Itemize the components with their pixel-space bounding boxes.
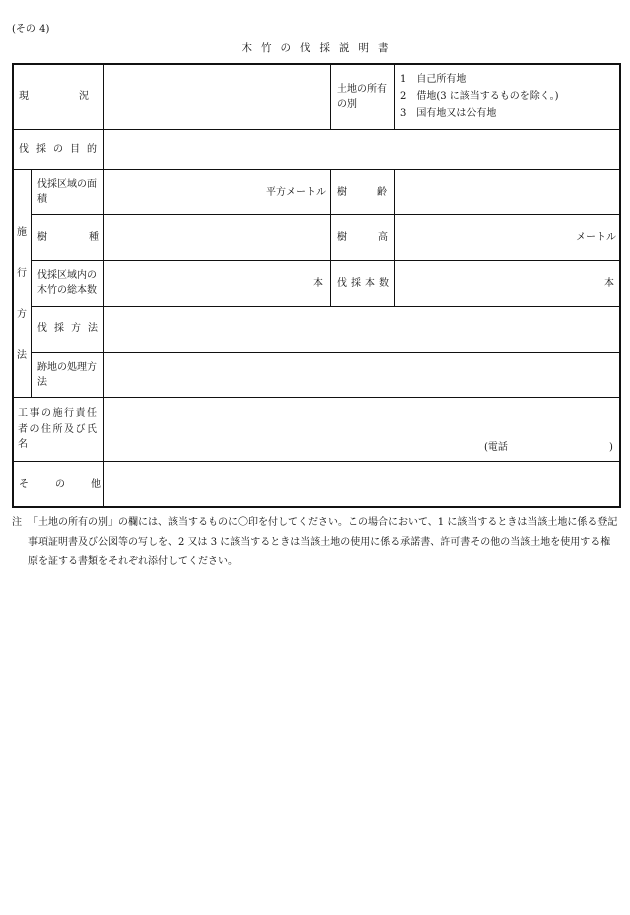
current-status-text: 現況 xyxy=(19,91,139,102)
footnote-lead: 注 xyxy=(12,517,22,528)
area-unit: 平方メートル xyxy=(266,187,326,198)
height-label: 樹高 xyxy=(337,232,419,243)
ownership-option-3: 3 国有地又は公有地 xyxy=(400,108,497,119)
site-treatment-label: 跡地の処理方法 xyxy=(37,362,97,388)
responsible-label: 工事の施行責任者の住所及び氏名 xyxy=(18,408,99,450)
footnote-text: 「土地の所有の別」の欄には、該当するものに〇印を付してください。この場合において、1 に該当するときは当該土地に係る登記事項証明書及び公図等の写しを、2 又は 3 に該当するときは当該土地の使用に係る承諾書、許可書その他の当該土地を使用する権原を証する書類をそれぞれ添付してください。 xyxy=(28,517,618,567)
document-title: 木竹の伐採説明書 xyxy=(241,42,398,54)
area-label: 伐採区域の面積 xyxy=(37,179,97,205)
age-label-text: 樹齢 xyxy=(337,187,417,198)
total-trees-unit: 本 xyxy=(313,278,323,289)
ownership-option-1: 1 自己所有地 xyxy=(400,74,467,85)
other-label: その他 xyxy=(19,479,127,490)
ownership-option-2: 2 借地(3 に該当するものを除く。) xyxy=(400,91,559,102)
current-status-label xyxy=(19,90,139,104)
age-label xyxy=(337,186,417,200)
phone-close: ) xyxy=(609,442,613,453)
page-number: (その 4) xyxy=(12,24,50,35)
method-group-label: 施行方法 xyxy=(17,227,27,361)
ownership-label: 土地の所有の別 xyxy=(337,84,387,110)
phone-open: (電話 xyxy=(484,442,508,453)
height-unit: メートル xyxy=(576,232,616,243)
footnote xyxy=(12,513,620,572)
species-label: 樹種 xyxy=(37,232,141,243)
total-trees-label: 伐採区域内の木竹の総本数 xyxy=(37,270,97,296)
cut-count-unit: 本 xyxy=(604,278,614,289)
purpose-label: 伐採の目的 xyxy=(19,144,104,155)
cut-count-label: 伐採本数 xyxy=(337,278,393,289)
cutting-method-label: 伐採方法 xyxy=(37,323,105,334)
